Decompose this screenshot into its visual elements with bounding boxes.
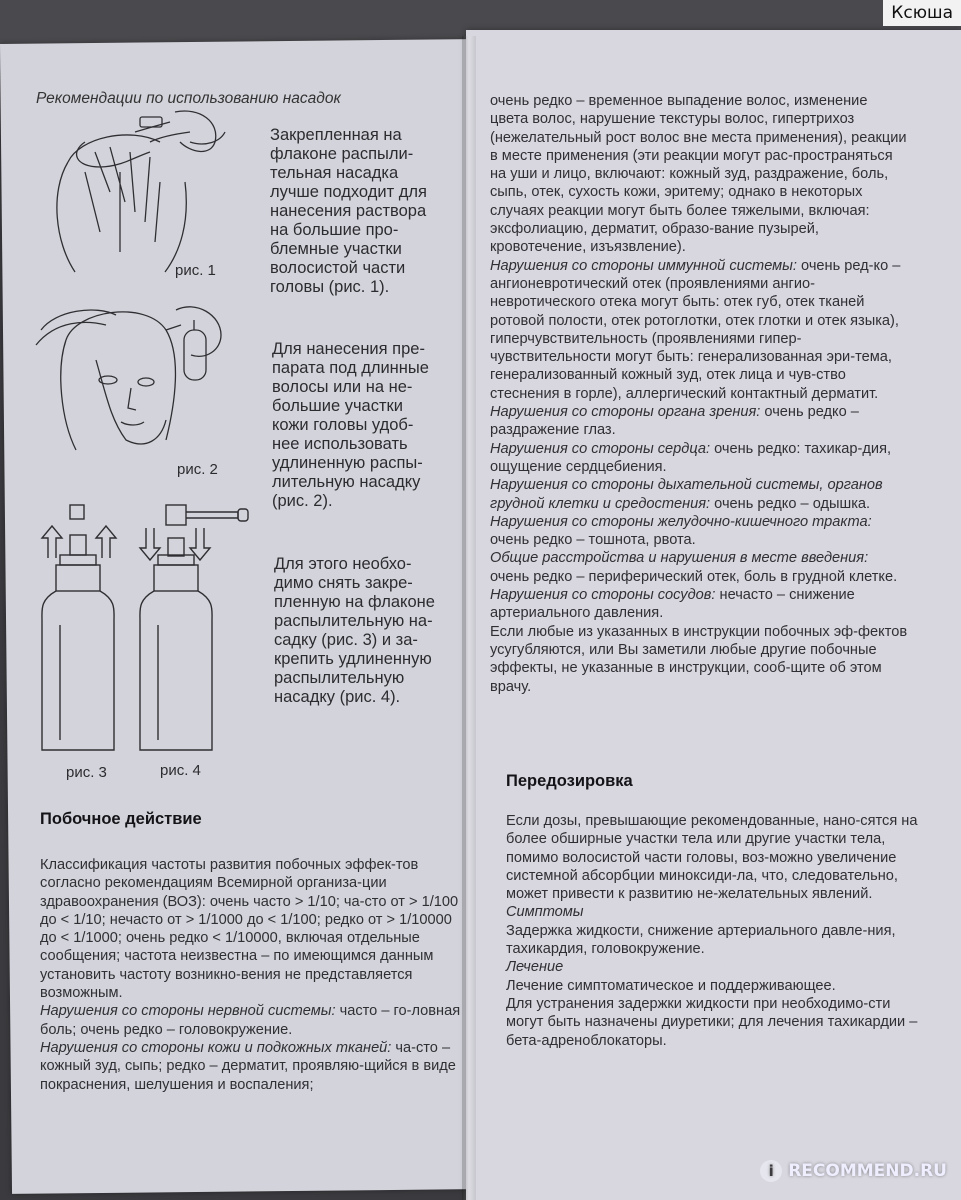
side-effects-text [40, 856, 465, 1094]
recommend-logo-icon: i [760, 1160, 782, 1182]
watermark-text: RECOMMEND.RU [788, 1161, 947, 1181]
skin-heading: Нарушения со стороны кожи и подкожных тканей: [40, 1039, 392, 1056]
heart-text: очень редко: тахикар-дия, ощущение сердцебиения. [490, 440, 892, 475]
general-heading: Общие расстройства и нарушения в месте введения: [490, 550, 869, 567]
instruction-3: Для этого необхо- димо снять закре- пленную на флаконе распылительную на- садку (рис. 3) и за- крепить удлиненную распылительную насадку (рис. 4). [274, 555, 435, 706]
gi-text: очень редко – тошнота, рвота. [490, 532, 696, 549]
overdose-text [506, 812, 924, 1050]
recommend-watermark [760, 1160, 947, 1182]
respiratory-effects [490, 476, 908, 513]
skin-effects-continued: очень редко – временное выпадение волос, изменение цвета волос, нарушение текстуры волос, гипертрихоз (нежелательный рост волос вне места применения), реакции в месте применения (эти реакции могут рас-пространяться на уши и лицо, включают: кожный зуд, раздражение, боль, сыпь, отек, сухость кожи, эритему; однако в некоторых случаях реакции могут быть более тяжелыми, включая: эксфолиацию, дерматит, образо-вание пузырей, кровотечение, изъязвление). [490, 93, 907, 256]
figure-2-illustration [36, 300, 246, 480]
nervous-system-heading: Нарушения со стороны нервной системы: [40, 1003, 336, 1020]
instruction-1: Закрепленная на флаконе распыли- тельная насадка лучше подходит для нанесения раствора на большие про- блемные участки волосистой части головы (рис. 1). [270, 126, 427, 296]
overdose-description: Если дозы, превышающие рекомендованные, нано-сятся на более обширные участки тела или другие участки тела, помимо волосистой части головы, воз-можно увеличение системной абсорбции миноксиди-ла, что, следовательно, может привести к развитию не-желательных явлений. [506, 813, 918, 903]
respiratory-text: очень редко – одышка. [710, 495, 871, 512]
figure-4-label: рис. 4 [160, 762, 201, 779]
figure-1-label: рис. 1 [175, 262, 216, 279]
treatment-text-2: Для устранения задержки жидкости при необходимо-сти могут быть назначены диуретики; для лечения тахикардии – бета-адреноблокаторы. [506, 995, 918, 1049]
vascular-effects [490, 586, 908, 623]
gi-heading: Нарушения со стороны желудочно-кишечного тракта: [490, 513, 872, 530]
treatment-heading: Лечение [506, 959, 564, 976]
overdose-title: Передозировка [506, 772, 633, 790]
general-effects [490, 549, 908, 586]
recommendations-title: Рекомендации по использованию насадок [36, 90, 341, 107]
immune-text: очень ред-ко – ангионевротический отек (проявлениями ангио-невротического отека могут быть: отек губ, отек тканей ротовой полости, отек ротоглотки, отек глотки и отек языка), гиперчувствительность (проявлениями гипер-чувствительности могут быть: генерализованная эри-тема, генерализованный кожный зуд, отек лица и чув-ство стеснения в горле), аллергический контактный дерматит. [490, 257, 901, 402]
eye-effects [490, 403, 908, 440]
figure-3-bottle [40, 500, 140, 760]
eye-heading: Нарушения со стороны органа зрения: [490, 404, 761, 421]
general-text: очень редко – периферический отек, боль в грудной клетке. [490, 568, 898, 585]
side-effects-title: Побочное действие [40, 810, 202, 828]
heart-heading: Нарушения со стороны сердца: [490, 440, 711, 457]
vascular-text: нечасто – снижение артериального давления. [490, 587, 855, 622]
vascular-heading: Нарушения со стороны сосудов: [490, 587, 716, 604]
frequency-classification: Классификация частоты развития побочных эффек-тов согласно рекомендациям Всемирной организа-ции здравоохранения (ВОЗ): очень часто > 1/10; ча-сто от > 1/100 до < 1/10; нечасто от > 1/1000 до < 1/100; редко от > 1/10000 до < 1/1000; очень редко < 1/10000, включая отдельные сообщения; частота неизвестна – по имеющимся данным установить частоту возникно-вения не представляется возможным. [40, 857, 459, 1002]
nervous-system-text: часто – го-ловная боль; очень редко – головокружение. [40, 1003, 461, 1038]
right-column-text [490, 92, 908, 696]
skin-text: ча-сто – кожный зуд, сыпь; редко – дерматит, проявляю-щийся в виде покраснения, шелушения и воспаления; [40, 1039, 456, 1093]
figure-4-bottle [138, 500, 258, 760]
instruction-2: Для нанесения пре- парата под длинные волосы или на не- большие участки кожи головы удоб- нее использовать удлиненную распы- лительную насадку (рис. 2). [272, 340, 429, 510]
skin-effects [40, 1039, 465, 1094]
heart-effects [490, 440, 908, 477]
immune-system-effects [490, 257, 908, 403]
symptoms-heading: Симптомы [506, 904, 584, 921]
immune-heading: Нарушения со стороны иммунной системы: [490, 257, 797, 274]
side-effects-note: Если любые из указанных в инструкции побочных эф-фектов усугубляются, или Вы заметили любые другие побочные эффекты, не указанные в инструкции, сооб-щите об этом врачу. [490, 623, 908, 695]
symptoms-text: Задержка жидкости, снижение артериального давле-ния, тахикардия, головокружение. [506, 922, 896, 958]
figure-1-illustration [40, 112, 240, 282]
eye-text: очень редко – раздражение глаз. [490, 404, 859, 439]
respiratory-heading: Нарушения со стороны дыхательной системы, органов грудной клетки и средостения: [490, 477, 883, 512]
figure-3-label: рис. 3 [66, 764, 107, 781]
figure-2-label: рис. 2 [177, 461, 218, 478]
user-name-badge[interactable]: Ксюша [883, 0, 961, 26]
treatment-text: Лечение симптоматическое и поддерживающее. [506, 977, 836, 994]
gi-effects [490, 513, 908, 550]
nervous-system-effects [40, 1002, 465, 1039]
